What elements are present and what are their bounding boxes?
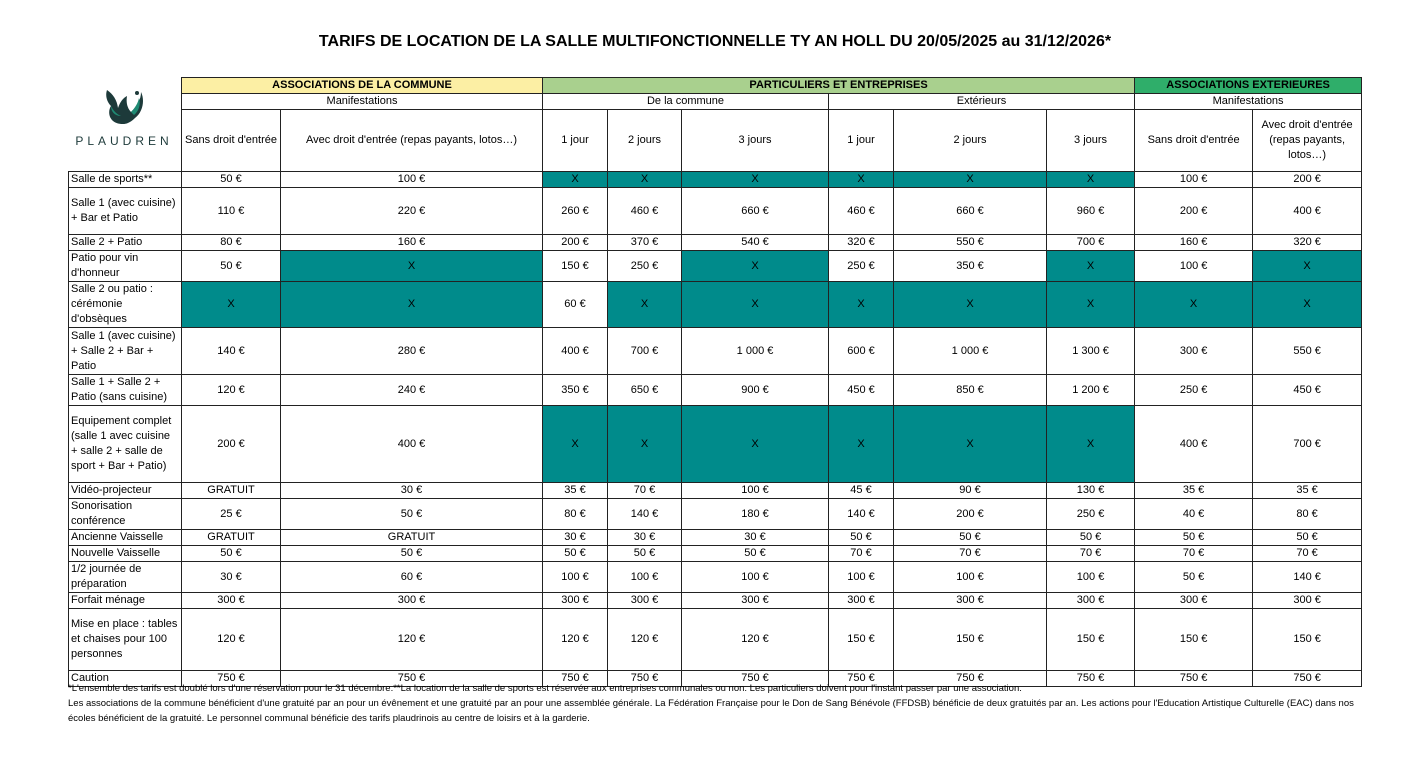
column-header: 2 jours [894, 110, 1047, 172]
column-header: Avec droit d'entrée (repas payants, lotos…) [1253, 110, 1362, 172]
price-cell: 400 € [1253, 188, 1362, 235]
table-row [69, 609, 1362, 671]
footnote: Les associations de la commune bénéficient d'une gratuité par an pour un évênement et une gratuité par an pour une assemblée générale. La Fédération Française pour le Don de Sang Bénévole (FFDSB) bénéficie de deux gratuités par an. Les actions pour l'Education Artistique Culturelle (EAC) dans nos écoles bénéficient de la gratuité. Le personnel communal bénéficie des tarifs plaudrinois au centre de loisirs et à la garderie. [68, 698, 1354, 724]
price-cell: 400 € [1135, 406, 1253, 483]
row-label: Sonorisation conférence [69, 499, 182, 530]
price-cell: 140 € [182, 328, 281, 375]
price-cell: 50 € [829, 530, 894, 546]
price-cell: 100 € [543, 562, 608, 593]
price-cell: 80 € [543, 499, 608, 530]
price-cell: 250 € [1047, 499, 1135, 530]
unavailable-cell: X [608, 172, 682, 188]
price-cell: 300 € [1253, 593, 1362, 609]
price-cell: 120 € [182, 375, 281, 406]
column-header: 1 jour [829, 110, 894, 172]
column-header: 3 jours [682, 110, 829, 172]
price-cell: 300 € [829, 593, 894, 609]
group-header-assoc-commune: ASSOCIATIONS DE LA COMMUNE [182, 78, 543, 94]
column-header: Sans droit d'entrée [182, 110, 281, 172]
page-title: TARIFS DE LOCATION DE LA SALLE MULTIFONCTIONNELLE TY AN HOLL DU 20/05/2025 au 31/12/2026* [318, 33, 1112, 50]
table-row [69, 593, 1362, 609]
price-cell: 120 € [543, 609, 608, 671]
price-cell: 50 € [543, 546, 608, 562]
price-cell: 140 € [1253, 562, 1362, 593]
price-cell: 150 € [829, 609, 894, 671]
price-cell: 70 € [894, 546, 1047, 562]
row-label: Patio pour vin d'honneur [69, 251, 182, 282]
price-cell: 750 € [829, 671, 894, 687]
price-cell: 400 € [281, 406, 543, 483]
unavailable-cell: X [894, 172, 1047, 188]
table-row [69, 282, 1362, 328]
table-row [69, 188, 1362, 235]
price-cell: 1 000 € [682, 328, 829, 375]
unavailable-cell: X [1047, 282, 1135, 328]
footnote: *L'ensemble des tarifs est doublé lors d'une réservation pour le 31 décembre.**La location de la salle de sports est réservée aux entreprises communales ou non. Les particuliers doivent pour l'instant passer par une association. [68, 683, 1022, 694]
price-cell: 100 € [1047, 562, 1135, 593]
row-label: Salle 1 (avec cuisine) + Bar et Patio [69, 188, 182, 235]
group-header-assoc-ext: ASSOCIATIONS EXTERIEURES [1135, 78, 1362, 94]
row-label: Ancienne Vaisselle [69, 530, 182, 546]
price-cell: 750 € [1047, 671, 1135, 687]
price-cell: 320 € [829, 235, 894, 251]
unavailable-cell: X [1047, 251, 1135, 282]
unavailable-cell: X [1253, 282, 1362, 328]
price-cell: 60 € [281, 562, 543, 593]
price-cell: 100 € [829, 562, 894, 593]
price-cell: 150 € [1135, 609, 1253, 671]
table-row [69, 251, 1362, 282]
price-cell: 160 € [281, 235, 543, 251]
price-cell: 50 € [1135, 562, 1253, 593]
price-cell: 70 € [608, 483, 682, 499]
unavailable-cell: X [682, 172, 829, 188]
unavailable-cell: X [829, 406, 894, 483]
price-cell: 240 € [281, 375, 543, 406]
price-cell: 30 € [608, 530, 682, 546]
price-cell: 90 € [894, 483, 1047, 499]
unavailable-cell: X [829, 172, 894, 188]
price-cell: 450 € [829, 375, 894, 406]
price-cell: 200 € [1135, 188, 1253, 235]
price-cell: 300 € [1047, 593, 1135, 609]
unavailable-cell: X [894, 282, 1047, 328]
price-cell: 30 € [543, 530, 608, 546]
row-label: Salle 2 ou patio : cérémonie d'obsèques [69, 282, 182, 328]
price-cell: 80 € [1253, 499, 1362, 530]
subgroup-exterieurs: Extérieurs [829, 94, 1135, 110]
table-row [69, 499, 1362, 530]
group-header-particuliers: PARTICULIERS ET ENTREPRISES [543, 78, 1135, 94]
price-cell: 960 € [1047, 188, 1135, 235]
price-cell: 70 € [1253, 546, 1362, 562]
price-cell: 750 € [682, 671, 829, 687]
price-cell: 50 € [182, 546, 281, 562]
unavailable-cell: X [894, 406, 1047, 483]
price-cell: 220 € [281, 188, 543, 235]
price-cell: 250 € [1135, 375, 1253, 406]
unavailable-cell: X [1135, 282, 1253, 328]
price-cell: 550 € [894, 235, 1047, 251]
price-cell: 300 € [1135, 593, 1253, 609]
price-cell: 460 € [608, 188, 682, 235]
price-cell: GRATUIT [281, 530, 543, 546]
table-row [69, 562, 1362, 593]
price-cell: 70 € [829, 546, 894, 562]
price-cell: 1 000 € [894, 328, 1047, 375]
price-cell: 35 € [543, 483, 608, 499]
table-row [69, 530, 1362, 546]
price-cell: 120 € [182, 609, 281, 671]
logo-text: PLAUDREN [75, 134, 173, 148]
price-cell: 30 € [682, 530, 829, 546]
price-cell: 50 € [182, 172, 281, 188]
price-cell: 110 € [182, 188, 281, 235]
price-cell: 450 € [1253, 375, 1362, 406]
price-cell: 100 € [894, 562, 1047, 593]
column-header: Avec droit d'entrée (repas payants, lotos…) [281, 110, 543, 172]
price-cell: GRATUIT [182, 483, 281, 499]
price-cell: 750 € [281, 671, 543, 687]
unavailable-cell: X [281, 251, 543, 282]
price-cell: 100 € [1135, 251, 1253, 282]
price-cell: 850 € [894, 375, 1047, 406]
price-cell: 70 € [1135, 546, 1253, 562]
column-header: 2 jours [608, 110, 682, 172]
price-cell: 180 € [682, 499, 829, 530]
unavailable-cell: X [608, 406, 682, 483]
table-row [69, 546, 1362, 562]
price-cell: 100 € [682, 483, 829, 499]
unavailable-cell: X [682, 282, 829, 328]
price-cell: 100 € [281, 172, 543, 188]
price-cell: 30 € [281, 483, 543, 499]
price-cell: 50 € [682, 546, 829, 562]
unavailable-cell: X [1047, 172, 1135, 188]
row-label: Caution [69, 671, 182, 687]
table-row [69, 375, 1362, 406]
price-cell: 700 € [1253, 406, 1362, 483]
table-row [69, 328, 1362, 375]
unavailable-cell: X [281, 282, 543, 328]
column-header: 3 jours [1047, 110, 1135, 172]
row-label: Nouvelle Vaisselle [69, 546, 182, 562]
price-cell: 700 € [1047, 235, 1135, 251]
price-cell: 750 € [543, 671, 608, 687]
table-row [69, 172, 1362, 188]
price-cell: 400 € [543, 328, 608, 375]
unavailable-cell: X [682, 251, 829, 282]
unavailable-cell: X [543, 406, 608, 483]
row-label: Salle 2 + Patio [69, 235, 182, 251]
price-cell: 700 € [608, 328, 682, 375]
price-cell: 140 € [829, 499, 894, 530]
price-cell: 50 € [281, 499, 543, 530]
row-label: Salle de sports** [69, 172, 182, 188]
price-cell: 35 € [1135, 483, 1253, 499]
price-cell: 200 € [1253, 172, 1362, 188]
price-cell: 750 € [894, 671, 1047, 687]
price-cell: 660 € [682, 188, 829, 235]
price-cell: 50 € [1135, 530, 1253, 546]
row-label: Equipement complet (salle 1 avec cuisine + salle 2 + salle de sport + Bar + Patio) [69, 406, 182, 483]
price-cell: 900 € [682, 375, 829, 406]
price-cell: 150 € [543, 251, 608, 282]
price-cell: 150 € [1253, 609, 1362, 671]
subgroup-manifestations: Manifestations [182, 94, 543, 110]
unavailable-cell: X [1047, 406, 1135, 483]
price-cell: 120 € [281, 609, 543, 671]
price-cell: 120 € [682, 609, 829, 671]
price-cell: 300 € [182, 593, 281, 609]
unavailable-cell: X [182, 282, 281, 328]
row-label: Salle 1 + Salle 2 + Patio (sans cuisine) [69, 375, 182, 406]
subgroup-commune: De la commune [543, 94, 829, 110]
price-cell: 50 € [1047, 530, 1135, 546]
price-cell: 300 € [1135, 328, 1253, 375]
price-cell: 100 € [1135, 172, 1253, 188]
logo-cell [69, 78, 182, 172]
row-label: 1/2 journée de préparation [69, 562, 182, 593]
unavailable-cell: X [1253, 251, 1362, 282]
unavailable-cell: X [543, 172, 608, 188]
price-cell: 200 € [894, 499, 1047, 530]
price-cell: 160 € [1135, 235, 1253, 251]
price-cell: 320 € [1253, 235, 1362, 251]
price-cell: 50 € [894, 530, 1047, 546]
price-cell: 250 € [608, 251, 682, 282]
price-cell: 350 € [543, 375, 608, 406]
unavailable-cell: X [829, 282, 894, 328]
pricing-table [68, 77, 1362, 687]
price-cell: 750 € [1253, 671, 1362, 687]
price-cell: GRATUIT [182, 530, 281, 546]
price-cell: 35 € [1253, 483, 1362, 499]
price-cell: 540 € [682, 235, 829, 251]
table-row [69, 235, 1362, 251]
subgroup-manifestations-ext: Manifestations [1135, 94, 1362, 110]
unavailable-cell: X [608, 282, 682, 328]
price-cell: 50 € [182, 251, 281, 282]
table-row [69, 406, 1362, 483]
price-cell: 550 € [1253, 328, 1362, 375]
price-cell: 50 € [1253, 530, 1362, 546]
price-cell: 150 € [1047, 609, 1135, 671]
price-cell: 1 200 € [1047, 375, 1135, 406]
price-cell: 460 € [829, 188, 894, 235]
row-label: Salle 1 (avec cuisine) + Salle 2 + Bar + Patio [69, 328, 182, 375]
price-cell: 750 € [608, 671, 682, 687]
price-cell: 45 € [829, 483, 894, 499]
price-cell: 600 € [829, 328, 894, 375]
price-cell: 100 € [608, 562, 682, 593]
price-cell: 1 300 € [1047, 328, 1135, 375]
column-header: 1 jour [543, 110, 608, 172]
footnotes [68, 681, 1368, 726]
price-cell: 250 € [829, 251, 894, 282]
price-cell: 70 € [1047, 546, 1135, 562]
price-cell: 370 € [608, 235, 682, 251]
price-cell: 30 € [182, 562, 281, 593]
price-cell: 750 € [182, 671, 281, 687]
price-cell: 300 € [281, 593, 543, 609]
row-label: Vidéo-projecteur [69, 483, 182, 499]
column-header: Sans droit d'entrée [1135, 110, 1253, 172]
price-cell: 50 € [281, 546, 543, 562]
price-cell: 350 € [894, 251, 1047, 282]
row-label: Mise en place : tables et chaises pour 100 personnes [69, 609, 182, 671]
price-cell: 100 € [682, 562, 829, 593]
price-cell: 280 € [281, 328, 543, 375]
table-row [69, 483, 1362, 499]
price-cell: 80 € [182, 235, 281, 251]
price-cell: 300 € [608, 593, 682, 609]
price-cell: 200 € [543, 235, 608, 251]
price-cell: 25 € [182, 499, 281, 530]
price-cell: 130 € [1047, 483, 1135, 499]
price-cell: 750 € [1135, 671, 1253, 687]
price-cell: 140 € [608, 499, 682, 530]
price-cell: 120 € [608, 609, 682, 671]
price-cell: 300 € [543, 593, 608, 609]
price-cell: 40 € [1135, 499, 1253, 530]
price-cell: 260 € [543, 188, 608, 235]
price-cell: 650 € [608, 375, 682, 406]
price-cell: 200 € [182, 406, 281, 483]
unavailable-cell: X [682, 406, 829, 483]
price-cell: 50 € [608, 546, 682, 562]
price-cell: 300 € [894, 593, 1047, 609]
price-cell: 150 € [894, 609, 1047, 671]
row-label: Forfait ménage [69, 593, 182, 609]
price-cell: 660 € [894, 188, 1047, 235]
price-cell: 300 € [682, 593, 829, 609]
price-cell: 60 € [543, 282, 608, 328]
